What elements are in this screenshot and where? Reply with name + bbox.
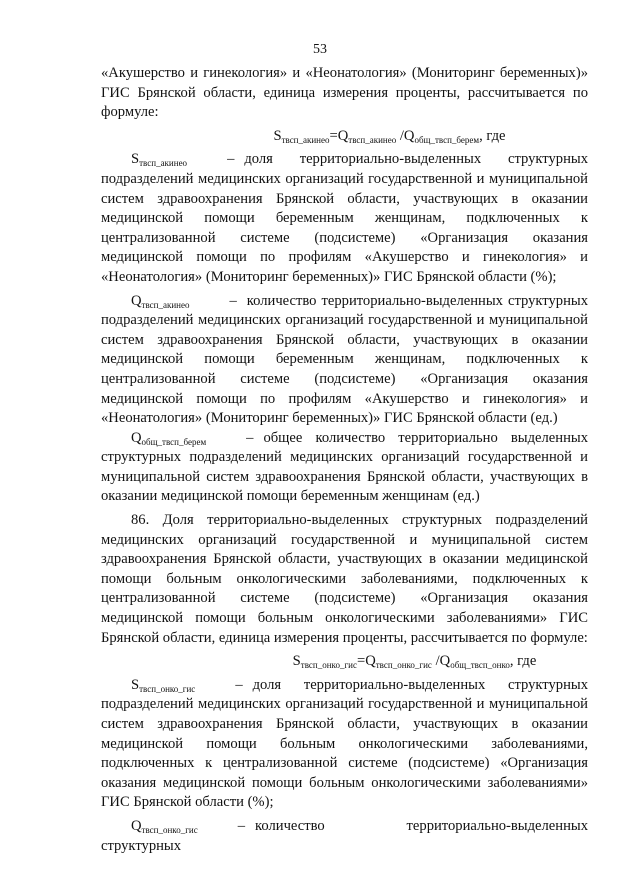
definition-symbol: $S_{твсп\_онко\_гис}$	[131, 676, 196, 694]
definition-q-onko: $Q_{твсп\_онко\_гис}$ – количество территориально-выделенных структурных	[101, 817, 588, 854]
document-body	[101, 64, 588, 856]
formula-2-numerator: $Q_{твсп\_онко\_гис}$	[365, 653, 432, 671]
definition-q-akineo: $Q_{твсп\_акинео}$ – количество территориально-выделенных структурных подразделений медицинских организаций государственной и муниципальной систем здравоохранения Брянской области, участвующих в оказании медицинской помощи беременным женщинам, подключенных к централизованной системе (подсистеме) «Организация оказания медицинской помощи по профилям «Акушерство и гинекология» и «Неонатология» (Мониторинг беременных)» ГИС Брянской области (ед.)	[101, 292, 588, 427]
formula-1-numerator: $Q_{твсп\_акинео}$	[337, 127, 397, 145]
formula-2-lhs: $S_{твсп\_онко\_гис}$	[292, 653, 357, 671]
definition-symbol: $Q_{твсп\_акинео}$	[131, 292, 190, 310]
definition-symbol: $S_{твсп\_акинео}$	[131, 151, 188, 169]
page-number: 53	[313, 42, 327, 57]
intro-paragraph: «Акушерство и гинекология» и «Неонатология» (Мониторинг беременных)» ГИС Брянской области, единица измерения проценты, рассчитывается по формуле:	[101, 65, 588, 121]
definition-s-akineo: $S_{твсп\_акинео}$ – доля территориально-выделенных структурных подразделений медицинских организаций государственной и муниципальной систем здравоохранения Брянской области, участвующих в оказании медицинской помощи беременным женщинам, подключенных к централизованной системе (подсистеме) «Организация оказания медицинской помощи по профилям «Акушерство и гинекология» и «Неонатология» (Мониторинг беременных)» ГИС Брянской области (%);	[101, 151, 588, 285]
formula-2-denominator: $Q_{общ\_твсп\_онко}$	[439, 653, 510, 671]
definition-q-obshch-berem: $Q_{общ\_твсп\_берем}$ – общее количество территориально выделенных структурных подразделений медицинских организаций государственной и муниципальной систем здравоохранения Брянской области, участвующих в оказании медицинской помощи беременным женщинам (ед.)	[101, 429, 588, 505]
definition-s-onko: $S_{твсп\_онко\_гис}$ – доля территориально-выделенных структурных подразделений медицинских организаций государственной и муниципальной систем здравоохранения Брянской области, участвующих в оказании медицинской помощи больным онкологическими заболеваниями, подключенных к централизованной системе (подсистеме) «Организация оказания медицинской помощи больным онкологическими заболеваниями» ГИС Брянской области (%);	[101, 676, 588, 811]
formula-1-denominator: $Q_{общ\_твсп\_берем}$	[403, 127, 480, 145]
formula-1: $S_{твсп\_акинео}=Q_{твсп\_акинео}$ $/Q_{общ\_твсп\_берем}$, где	[273, 127, 506, 145]
formula-2: $S_{твсп\_онко\_гис}=Q_{твсп\_онко\_гис}$ $/Q_{общ\_твсп\_онко}$, где	[292, 653, 537, 671]
definition-symbol: $Q_{общ\_твсп\_берем}$	[131, 429, 207, 447]
item-86-paragraph: 86. Доля территориально-выделенных структурных подразделений медицинских организаций государственной и муниципальной систем здравоохранения Брянской области, участвующих в оказании медицинской помощи больным онкологическими заболеваниями, подключенных к централизованной системе (подсистеме) «Организация оказания медицинской помощи больным онкологическими заболеваниями» ГИС Брянской области, единица измерения проценты, рассчитывается по формуле:	[101, 512, 588, 646]
definition-symbol: $Q_{твсп\_онко\_гис}$	[131, 817, 198, 835]
formula-1-lhs: $S_{твсп\_акинео}$	[273, 127, 330, 145]
